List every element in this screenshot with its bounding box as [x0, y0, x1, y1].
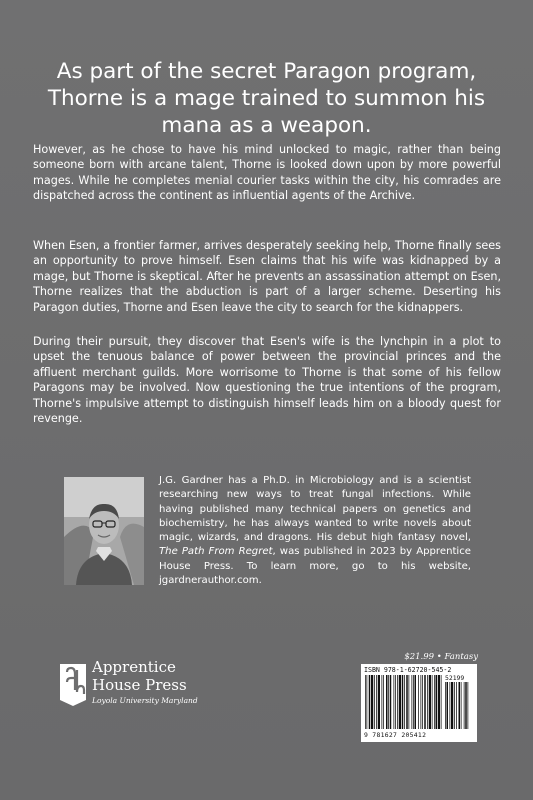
author-photo: [64, 477, 144, 585]
barcode-bar: [434, 675, 435, 729]
price-genre: $21.99 • Fantasy: [404, 652, 478, 662]
barcode-bar: [427, 675, 428, 729]
barcode-bar: [395, 675, 396, 729]
barcode-bar: [378, 675, 380, 729]
barcode-bar: [382, 675, 383, 729]
barcode-bar: [438, 675, 440, 729]
blurb-paragraph-2: When Esen, a frontier farmer, arrives desperately seeking help, Thorne finally sees an opportunity to prove himself. Esen claims that his wife was kidnapped by a mage, but Thorne is skeptical. After he prevents an assassination attempt on Esen, Thorne realizes that the abduction is part of a larger scheme. Deserting his Paragon duties, Thorne and Esen leave the city to search for the kidnappers.: [33, 239, 501, 314]
barcode-bar: [404, 675, 405, 729]
barcode-bar: [376, 675, 377, 729]
isbn-text: ISBN 978-1-62720-545-2: [364, 666, 452, 674]
headline: As part of the secret Paragon program, Thorne is a mage trained to summon his mana as a weapon.: [47, 59, 486, 138]
publisher-name: [92, 658, 187, 694]
ean-bars: [365, 675, 443, 729]
bio-text-end: , was published in 2023 by Apprentice House Press. To learn more, go to his website, jgardnerauthor.com.: [159, 546, 471, 587]
bio-text-start: J.G. Gardner has a Ph.D. in Microbiology and is a scientist researching new ways to treat fungal infections. While having published many technical papers on genetics and biochemistry, he has always wanted to write novels about magic, wizards, and dragons. His debut high fantasy novel,: [159, 475, 471, 544]
blurb-paragraph-1: However, as he chose to have his mind unlocked to magic, rather than being someone born with arcane talent, Thorne is looked down upon by more powerful mages. While he completes menial courier tasks within the city, his comrades are dispatched across the continent as influential agents of the Archive.: [33, 143, 501, 203]
barcode-bar: [413, 675, 414, 729]
barcode-bar: [415, 675, 417, 729]
bio-book-title: The Path From Regret: [159, 546, 273, 558]
addon-bars: [445, 682, 473, 729]
barcode-bar: [374, 675, 375, 729]
barcode-bar: [369, 675, 371, 729]
barcode-bar: [454, 682, 455, 729]
publisher-affiliation: Loyola University Maryland: [92, 696, 198, 705]
barcode-bar: [464, 682, 465, 729]
barcode-bar: [371, 675, 373, 729]
barcode-bar: [409, 675, 410, 729]
barcode-bar: [441, 675, 442, 729]
barcode-bar: [412, 675, 413, 729]
barcode-bar: [383, 675, 384, 729]
barcode: [361, 664, 477, 742]
blurb-paragraph-3: During their pursuit, they discover that Esen's wife is the lynchpin in a plot to upset the tenuous balance of power between the provincial princes and the affluent merchant guilds. More worrisome to Thorne is that some of his fellow Paragons may be involved. Now questioning the true intentions of the program, Thorne's impulsive attempt to distinguish himself leads him on a bloody quest for revenge.: [33, 335, 501, 426]
barcode-bar: [468, 682, 469, 729]
barcode-bar: [394, 675, 395, 729]
barcode-bar: [429, 675, 431, 729]
barcode-bar: [421, 675, 422, 729]
barcode-bar: [465, 682, 467, 729]
barcode-bar: [424, 675, 426, 729]
author-bio: [159, 474, 471, 588]
publisher-name-line1: Apprentice: [92, 658, 176, 676]
barcode-bar: [436, 675, 438, 729]
barcode-bar: [397, 675, 398, 729]
barcode-bar: [390, 675, 392, 729]
barcode-bar: [386, 675, 388, 729]
barcode-bar: [422, 675, 423, 729]
barcode-bar: [450, 682, 451, 729]
barcode-bar: [456, 682, 457, 729]
barcode-bar: [418, 675, 419, 729]
ean-text: 9 781627 205412: [364, 731, 427, 739]
barcode-bar: [451, 682, 453, 729]
publisher-mark-icon: [58, 660, 88, 708]
barcode-bar: [447, 682, 449, 729]
barcode-bar: [461, 682, 462, 729]
barcode-bar: [365, 675, 366, 729]
publisher-name-line2: House Press: [92, 676, 187, 694]
barcode-bar: [459, 682, 461, 729]
addon-code: 52199: [445, 674, 465, 682]
barcode-bar: [406, 675, 408, 729]
barcode-bar: [388, 675, 389, 729]
barcode-bar: [432, 675, 433, 729]
barcode-bar: [445, 682, 446, 729]
barcode-bar: [367, 675, 368, 729]
publisher-logo: [58, 656, 198, 716]
barcode-bar: [402, 675, 404, 729]
barcode-bar: [399, 675, 401, 729]
